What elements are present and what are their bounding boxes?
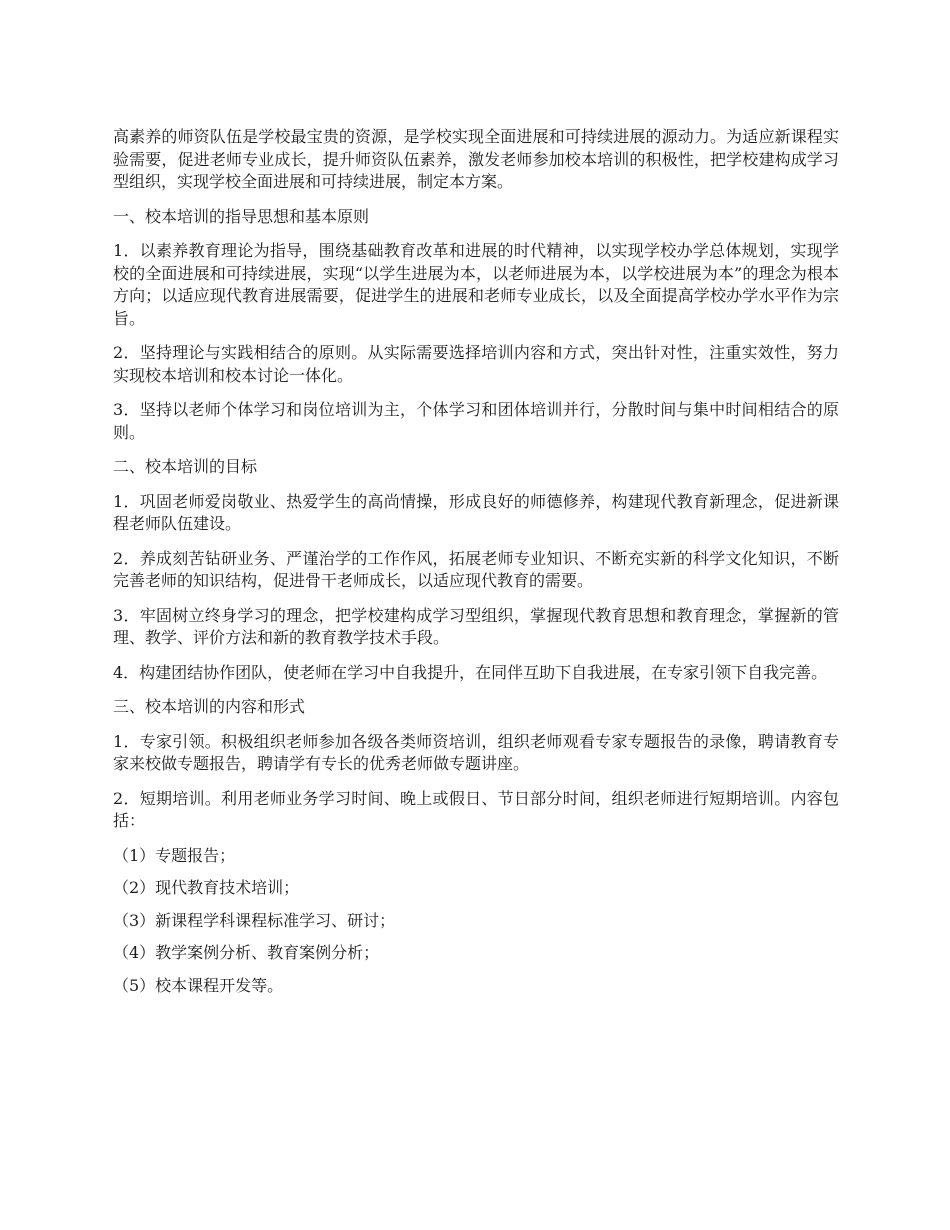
document-body <box>113 126 839 1007</box>
content-paragraph-1: 1．专家引领。积极组织老师参加各级各类师资培训，组织老师观看专家专题报告的录像，聘请教育专家来校做专题报告，聘请学有专长的优秀老师做专题讲座。 <box>113 731 839 773</box>
list-item: （1）专题报告； <box>113 845 236 865</box>
goal-paragraph-2: 2．养成刻苦钻研业务、严谨治学的工作作风，拓展老师专业知识、不断充实新的科学文化知识，不断完善老师的知识结构，促进骨干老师成长，以适应现代教育的需要。 <box>113 548 839 590</box>
section-heading-3: 三、校本培训的内容和形式 <box>113 697 306 716</box>
principle-paragraph-2: 2．坚持理论与实践相结合的原则。从实际需要选择培训内容和方式，突出针对性，注重实效性，努力实现校本培训和校本讨论一体化。 <box>113 343 839 385</box>
section-heading-2: 二、校本培训的目标 <box>113 457 258 476</box>
goal-paragraph-1: 1．巩固老师爱岗敬业、热爱学生的高尚情操，形成良好的师德修养，构建现代教育新理念，促进新课程老师队伍建设。 <box>113 491 839 533</box>
goal-paragraph-4: 4．构建团结协作团队，使老师在学习中自我提升，在同伴互助下自我进展，在专家引领下自我完善。 <box>113 662 828 682</box>
principle-paragraph-3: 3．坚持以老师个体学习和岗位培训为主，个体学习和团体培训并行，分散时间与集中时间相结合的原则。 <box>113 400 839 442</box>
list-item: （5）校本课程开发等。 <box>113 975 284 995</box>
list-item: （2）现代教育技术培训； <box>113 878 300 897</box>
content-paragraph-2: 2．短期培训。利用老师业务学习时间、晚上或假日、节日部分时间，组织老师进行短期培训。内容包括： <box>113 788 839 830</box>
section-heading-1: 一、校本培训的指导思想和基本原则 <box>113 206 370 226</box>
principle-paragraph-1: 1．以素养教育理论为指导，围绕基础教育改革和进展的时代精神，以实现学校办学总体规划，实现学校的全面进展和可持续进展，实现“以学生进展为本，以老师进展为本，以学校进展为本”的理念为根本方向；以适应现代教育进展需要，促进学生的进展和老师专业成长，以及全面提高学校办学水平作为宗旨。 <box>113 241 839 328</box>
intro-paragraph: 高素养的师资队伍是学校最宝贵的资源，是学校实现全面进展和可持续进展的源动力。为适应新课程实验需要，促进老师专业成长，提升师资队伍素养，激发老师参加校本培训的积极性，把学校建构成学习型组织，实现学校全面进展和可持续进展，制定本方案。 <box>113 127 839 191</box>
list-item: （3）新课程学科课程标准学习、研讨； <box>113 910 396 930</box>
list-item: （4）教学案例分析、教育案例分析； <box>113 943 380 962</box>
goal-paragraph-3: 3．牢固树立终身学习的理念，把学校建构成学习型组织，掌握现代教育思想和教育理念，掌握新的管理、教学、评价方法和新的教育教学技术手段。 <box>113 605 839 647</box>
